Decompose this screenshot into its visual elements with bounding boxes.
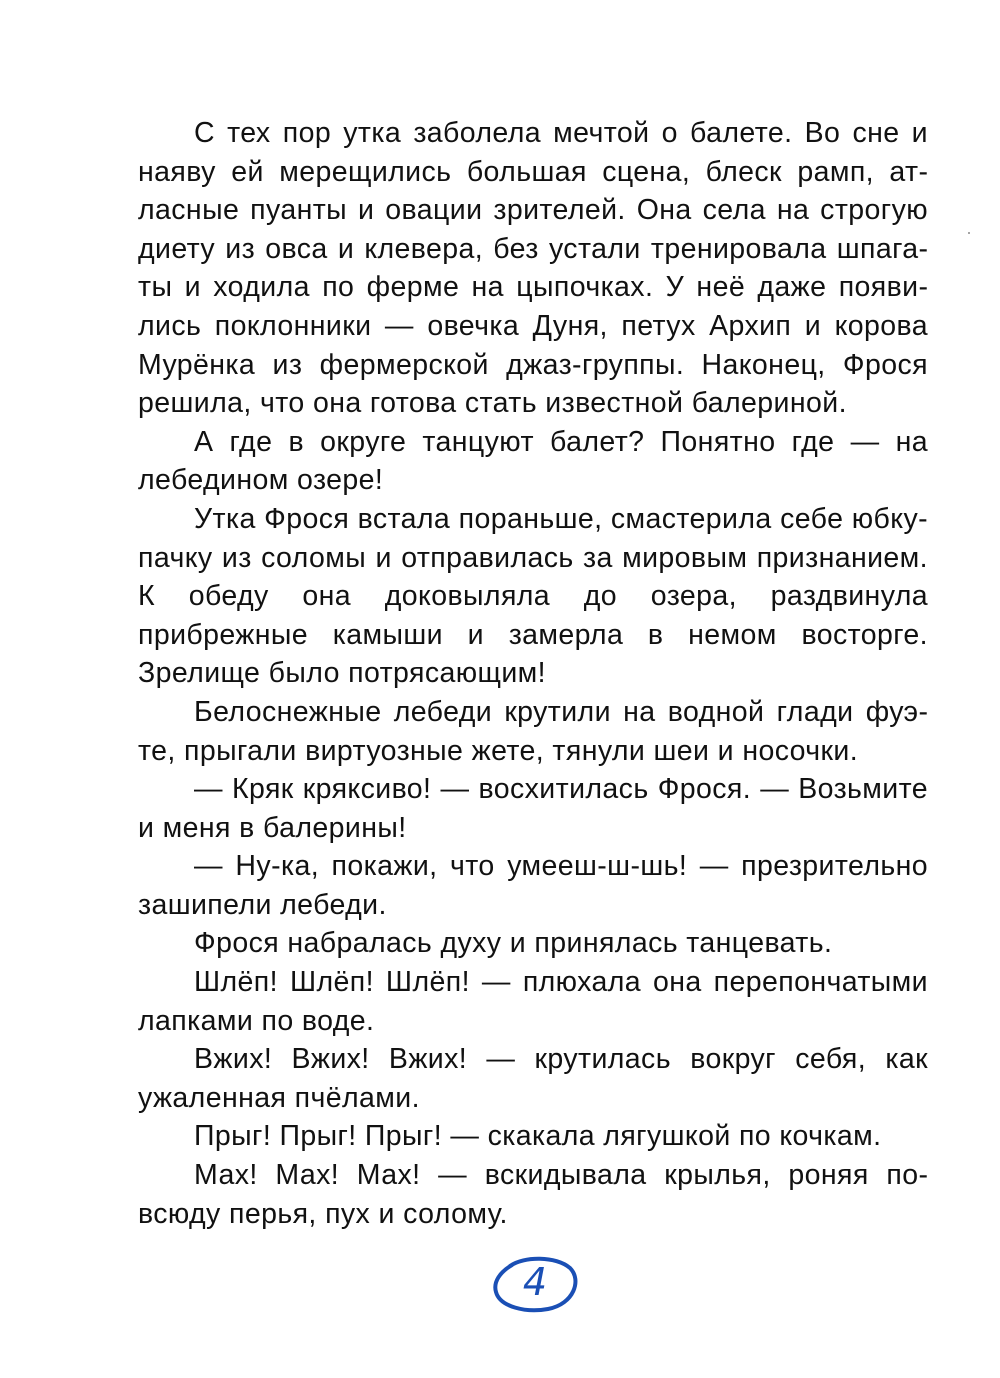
paragraph-4: Белоснежные лебеди крутили на водной глади фуэте, прыгали виртуозные жете, тянули шеи и носочки. (138, 695, 928, 767)
paragraph-1: С тех пор утка заболела мечтой о балете. Во сне и наяву ей мерещились большая сцена, блеск рамп, атласные пуанты и овации зрителей. Она села на строгую диету из овса и клевера, без устали тренировала шпагаты и ходила по ферме на цыпочках. У неё даже появились поклонники — овечка Дуня, петух Архип и корова Мурёнка из фермерской джаз-группы. Наконец, Фрося решила, что она готова стать известной балериной. (138, 117, 928, 420)
paragraph-10: Прыг! Прыг! Прыг! — скакала лягушкой по кочкам. (194, 1120, 882, 1153)
paragraph-11: Мах! Мах! Мах! — вскидывала крылья, роняя повсюду перья, пух и солому. (138, 1159, 928, 1230)
scan-speck (968, 232, 970, 234)
page-number: 4 (522, 1260, 548, 1304)
page-number-badge (490, 1252, 580, 1316)
paragraph-8: Шлёп! Шлёп! Шлёп! — плюхала она перепончатыми лапками по воде. (138, 966, 928, 1037)
paragraph-3: Утка Фрося встала пораньше, смастерила себе юбку-пачку из соломы и отправилась за мировым признанием. К обеду она доковыляла до озера, раздвинула прибрежные камыши и замерла в немом восторге. Зрелище было потрясающим! (138, 502, 928, 690)
page-body (138, 114, 928, 1233)
paragraph-5: — Кряк кряксиво! — восхитилась Фрося. — Возьмите и меня в балерины! (138, 773, 928, 844)
paragraph-2: А где в округе танцуют балет? Понятно где — на лебедином озере! (138, 425, 928, 497)
paragraph-7: Фрося набралась духу и принялась танцевать. (194, 927, 833, 960)
paragraph-9: Вжих! Вжих! Вжих! — крутилась вокруг себя, как ужаленная пчёлами. (138, 1043, 928, 1114)
paragraph-6: — Ну-ка, покажи, что умееш-ш-шь! — презрительно зашипели лебеди. (138, 850, 928, 921)
